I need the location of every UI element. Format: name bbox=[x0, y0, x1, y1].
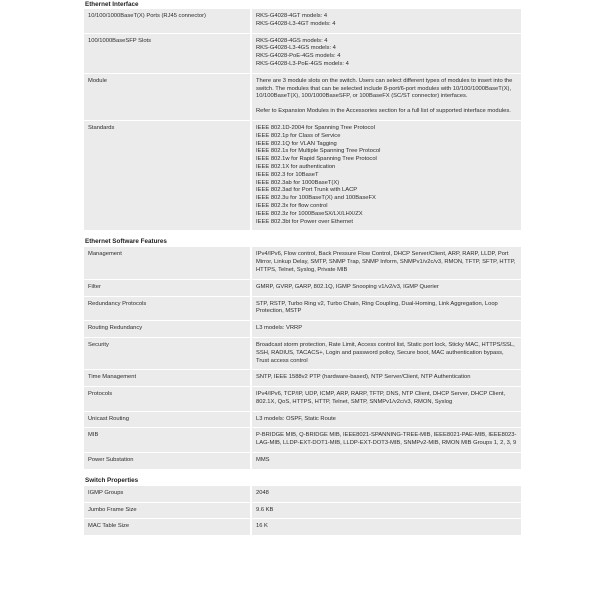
spec-value-line: RKS-G4028-4GT models: 4 bbox=[256, 13, 328, 19]
spec-value-paragraph: Broadcast storm protection, Rate Limit, Access control list, Static port lock, Sticky MAC, HTTPS/SSL, SSH, RADIUS, TACACS+, Login and password policy, Secure boot, MAC authentication bypass, Trust access control bbox=[256, 341, 515, 364]
spec-label: Power Substation bbox=[84, 453, 250, 469]
spec-label: Security bbox=[84, 338, 250, 369]
spec-value-paragraph: L3 models: OSPF, Static Route bbox=[256, 415, 336, 422]
spec-value bbox=[252, 74, 521, 120]
spec-value-line: IEEE 802.3ab for 1000BaseT(X) bbox=[256, 179, 340, 186]
spec-label: MIB bbox=[84, 428, 250, 452]
spec-value-line: IEEE 802.1p for Class of Service bbox=[256, 132, 341, 139]
spec-value-paragraph: SNTP, IEEE 1588v2 PTP (hardware-based), NTP Server/Client, NTP Authentication bbox=[256, 374, 471, 381]
spec-row bbox=[84, 297, 521, 321]
spec-row bbox=[84, 486, 521, 502]
spec-value-paragraph: Refer to Expansion Modules in the Accessories section for a full list of supported interface modules. bbox=[256, 108, 511, 115]
spec-value bbox=[252, 321, 521, 337]
spec-row bbox=[84, 321, 521, 337]
spec-label: Time Management bbox=[84, 370, 250, 386]
spec-value bbox=[252, 338, 521, 369]
spec-row bbox=[84, 338, 521, 369]
spec-value bbox=[252, 297, 521, 321]
spec-value-line: IEEE 802.1X for authentication bbox=[256, 163, 336, 170]
section-heading: Ethernet Interface bbox=[85, 1, 139, 8]
spec-value-paragraph: There are 3 module slots on the switch. Users can select different types of modules to insert into the switch. The modules that can be selected include 8-port/6-port modules with 10/100/1000BaseT(X), 10/100BaseT(X), 100/1000BaseSFP, or 100BaseFX (SC/ST connector) interfaces. bbox=[256, 77, 513, 100]
spec-row bbox=[84, 280, 521, 296]
spec-value bbox=[252, 503, 521, 519]
spec-row bbox=[84, 9, 521, 33]
spec-row bbox=[84, 34, 521, 73]
spec-value bbox=[252, 370, 521, 386]
section-heading: Ethernet Software Features bbox=[85, 238, 167, 246]
spec-value bbox=[252, 34, 521, 73]
section-heading: Switch Properties bbox=[85, 476, 139, 484]
spec-row bbox=[84, 247, 521, 278]
spec-label: 100/1000BaseSFP Slots bbox=[84, 34, 250, 73]
spec-row bbox=[84, 74, 521, 120]
spec-value-line: IEEE 802.3z for 1000BaseSX/LX/LHX/ZX bbox=[256, 210, 363, 217]
spec-value-line: IEEE 802.3 for 10BaseT bbox=[256, 171, 319, 178]
spec-value-paragraph: IPv4/IPv6, Flow control, Back Pressure Flow Control, DHCP Server/Client, ARP, RARP, LLDP, Port Mirror, Linkup Delay, SMTP, SNMP Trap, SNMP Inform, SNMPv1/v2c/v3, RMON, TFTP, SFTP, HTTP, HTTPS, Telnet, Syslog, Private MIB bbox=[256, 251, 516, 273]
spec-value bbox=[252, 412, 521, 428]
spec-label: Unicast Routing bbox=[84, 412, 250, 428]
spec-value-line: RKS-G4028-L3-PoE-4GS models: 4 bbox=[256, 60, 349, 67]
spec-value-paragraph: IPv4/IPv6, TCP/IP, UDP, ICMP, ARP, RARP, TFTP, DNS, NTP Client, DHCP Server, DHCP Client, 802.1X, QoS, HTTPS, HTTP, Telnet, SMTP, SNMPv1/v2c/v3, RMON, Syslog bbox=[256, 391, 506, 405]
spec-value bbox=[252, 387, 521, 411]
spec-value bbox=[252, 453, 521, 469]
spec-label: Routing Redundancy bbox=[84, 321, 250, 337]
spec-label: Filter bbox=[84, 280, 250, 296]
spec-value-paragraph: L3 models: VRRP bbox=[256, 325, 303, 332]
spec-label: Protocols bbox=[84, 387, 250, 411]
spec-value-line: IEEE 802.3bt for Power over Ethernet bbox=[256, 218, 353, 225]
spec-value-line: RKS-G4028-L3-4GS models: 4 bbox=[256, 45, 336, 52]
spec-value-paragraph: P-BRIDGE MIB, Q-BRIDGE MIB, IEEE8021-SPANNING-TREE-MIB, IEEE8021-PAE-MIB, IEEE8023-LAG-MIB, LLDP-EXT-DOT1-MIB, LLDP-EXT-DOT3-MIB, SNMPv2-MIB, RMON MIB Groups 1, 2, 3, 9 bbox=[256, 432, 517, 447]
spec-value bbox=[252, 9, 521, 33]
spec-value bbox=[252, 247, 521, 278]
spec-label: IGMP Groups bbox=[84, 486, 250, 502]
spec-value-line: RKS-G4028-4GS models: 4 bbox=[256, 37, 328, 44]
spec-row bbox=[84, 453, 521, 469]
spec-row bbox=[84, 370, 521, 386]
spec-value-paragraph: 9.6 KB bbox=[256, 506, 274, 513]
spec-table bbox=[84, 0, 521, 536]
spec-row bbox=[84, 503, 521, 519]
spec-value bbox=[252, 280, 521, 296]
spec-value-paragraph: STP, RSTP, Turbo Ring v2, Turbo Chain, Ring Coupling, Dual-Homing, Link Aggregation, Loop Protection, MSTP bbox=[256, 300, 498, 315]
spec-label: 10/100/1000BaseT(X) Ports (RJ45 connector) bbox=[84, 9, 250, 33]
spec-label: MAC Table Size bbox=[84, 519, 250, 535]
spec-label: Redundancy Protocols bbox=[84, 297, 250, 321]
spec-value-line: RKS-G4028-L3-4GT models: 4 bbox=[256, 20, 336, 27]
spec-row bbox=[84, 428, 521, 452]
spec-value bbox=[252, 121, 521, 230]
spec-label: Standards bbox=[84, 121, 250, 230]
spec-value-line: IEEE 802.1s for Multiple Spanning Tree Protocol bbox=[256, 148, 381, 155]
spec-value-line: IEEE 802.3u for 100BaseT(X) and 100BaseFX bbox=[256, 195, 376, 202]
spec-value-line: IEEE 802.3ad for Port Trunk with LACP bbox=[256, 187, 358, 194]
spec-value-paragraph: MMS bbox=[256, 457, 270, 464]
spec-value-line: IEEE 802.1Q for VLAN Tagging bbox=[256, 140, 337, 147]
spec-value bbox=[252, 486, 521, 502]
spec-value-line: IEEE 802.1D-2004 for Spanning Tree Protocol bbox=[256, 124, 375, 131]
spec-value bbox=[252, 519, 521, 535]
spec-label: Module bbox=[84, 74, 250, 120]
spec-value-line: RKS-G4028-PoE-4GS models: 4 bbox=[256, 53, 341, 60]
spec-label: Management bbox=[84, 247, 250, 278]
spec-row bbox=[84, 412, 521, 428]
spec-row bbox=[84, 121, 521, 230]
spec-label: Jumbo Frame Size bbox=[84, 503, 250, 519]
spec-row bbox=[84, 519, 521, 535]
spec-value-paragraph: 2048 bbox=[256, 489, 269, 496]
spec-value-paragraph: GMRP, GVRP, GARP, 802.1Q, IGMP Snooping v1/v2/v3, IGMP Querier bbox=[256, 283, 439, 290]
spec-row bbox=[84, 387, 521, 411]
spec-value bbox=[252, 428, 521, 452]
spec-value-paragraph: 16 K bbox=[256, 523, 268, 530]
spec-value-line: IEEE 802.1w for Rapid Spanning Tree Protocol bbox=[256, 156, 377, 163]
spec-value-line: IEEE 802.3x for flow control bbox=[256, 202, 328, 209]
